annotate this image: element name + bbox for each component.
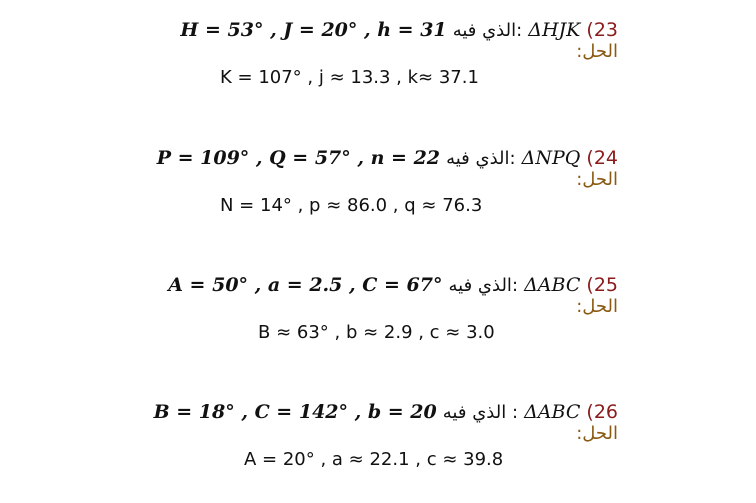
phrase-text: الذي فيه: (446, 148, 516, 169)
triangle-name: ΔHJK (528, 19, 581, 41)
triangle-name: ΔNPQ (521, 147, 581, 169)
problem-number: (24 (586, 147, 618, 169)
solution-label: الحل: (576, 41, 618, 62)
solution-label: الحل: (576, 423, 618, 444)
problem-number: (26 (586, 401, 618, 423)
solution-answer: B ≈ 63° , b ≈ 2.9 , c ≈ 3.0 (258, 322, 495, 343)
problem-statement (168, 273, 618, 298)
triangle-name: ΔABC (524, 274, 581, 296)
problem-statement (157, 146, 618, 171)
solution-label: الحل: (576, 296, 618, 317)
phrase-text: الذي فيه: (448, 275, 519, 296)
solution-answer: A = 20° , a ≈ 22.1 , c ≈ 39.8 (244, 449, 504, 470)
triangle-name: ΔABC (524, 401, 581, 423)
phrase-text: الذي فيه: (452, 20, 523, 41)
given-values: H = 53° , J = 20° , h = 31 (180, 19, 447, 41)
given-values: A = 50° , a = 2.5 , C = 67° (168, 274, 443, 296)
solution-answer: K = 107° , j ≈ 13.3 , k≈ 37.1 (220, 67, 479, 88)
problem-25 (0, 273, 756, 373)
problem-24 (0, 146, 756, 246)
problem-number: (23 (586, 19, 618, 41)
solution-label: الحل: (576, 169, 618, 190)
phrase-text: الذي فيه : (442, 402, 519, 423)
problem-statement (154, 400, 618, 425)
problem-23 (0, 18, 756, 118)
problem-number: (25 (586, 274, 618, 296)
given-values: B = 18° , C = 142° , b = 20 (153, 401, 437, 423)
problem-statement (180, 18, 618, 43)
solution-answer: N = 14° , p ≈ 86.0 , q ≈ 76.3 (220, 195, 483, 216)
problem-26 (0, 400, 756, 500)
given-values: P = 109° , Q = 57° , n = 22 (156, 147, 441, 169)
